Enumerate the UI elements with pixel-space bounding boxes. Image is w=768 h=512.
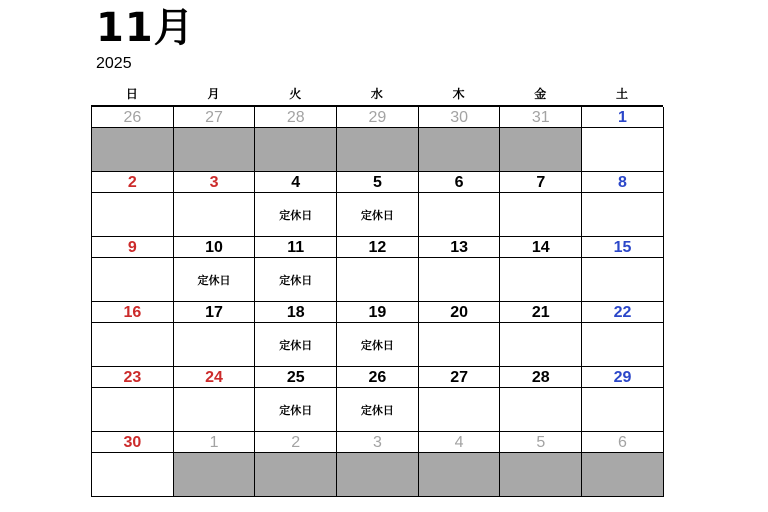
day-body <box>500 258 581 301</box>
day-cell[interactable] <box>419 367 501 432</box>
day-number: 31 <box>500 107 581 128</box>
day-body <box>174 388 255 431</box>
day-number: 30 <box>92 432 173 453</box>
shaded-day-area <box>174 453 255 496</box>
weekday-sat: 土 <box>615 87 628 101</box>
day-cell[interactable] <box>92 172 174 237</box>
day-cell[interactable] <box>582 367 664 432</box>
day-cell[interactable] <box>255 107 337 172</box>
day-number: 20 <box>419 302 500 323</box>
day-number: 6 <box>419 172 500 193</box>
day-number: 5 <box>337 172 418 193</box>
weekday-thu: 木 <box>452 87 465 101</box>
day-body <box>337 388 418 431</box>
day-cell[interactable] <box>419 107 501 172</box>
day-cell[interactable] <box>92 432 174 497</box>
closed-day-note: 定休日 <box>279 338 313 352</box>
day-body <box>92 193 173 236</box>
day-number: 14 <box>500 237 581 258</box>
day-body <box>582 193 663 236</box>
day-cell[interactable] <box>582 172 664 237</box>
closed-day-note: 定休日 <box>279 273 313 287</box>
day-number: 10 <box>174 237 255 258</box>
day-body <box>174 323 255 366</box>
day-number: 16 <box>92 302 173 323</box>
day-body <box>255 323 336 366</box>
day-cell[interactable] <box>174 432 256 497</box>
day-cell[interactable] <box>582 107 664 172</box>
weekday-mon: 月 <box>207 87 220 101</box>
day-number: 3 <box>174 172 255 193</box>
closed-day-note: 定休日 <box>360 338 394 352</box>
shaded-day-area <box>500 453 581 496</box>
shaded-day-area <box>419 128 500 171</box>
weekday-header <box>91 84 663 105</box>
day-number: 8 <box>582 172 663 193</box>
closed-day-note: 定休日 <box>197 273 231 287</box>
day-body <box>582 323 663 366</box>
day-cell[interactable] <box>419 172 501 237</box>
day-cell[interactable] <box>419 432 501 497</box>
day-number: 2 <box>92 172 173 193</box>
day-body <box>337 323 418 366</box>
day-body <box>419 258 500 301</box>
day-body <box>92 323 173 366</box>
day-cell[interactable] <box>582 432 664 497</box>
day-body <box>255 388 336 431</box>
shaded-day-area <box>255 128 336 171</box>
day-cell[interactable] <box>255 302 337 367</box>
day-cell[interactable] <box>337 172 419 237</box>
day-number: 17 <box>174 302 255 323</box>
day-number: 27 <box>419 367 500 388</box>
day-number: 2 <box>255 432 336 453</box>
day-number: 12 <box>337 237 418 258</box>
day-cell[interactable] <box>500 172 582 237</box>
day-number: 26 <box>337 367 418 388</box>
month-title: 11月 <box>96 5 195 51</box>
day-number: 26 <box>92 107 173 128</box>
shaded-day-area <box>337 128 418 171</box>
calendar-grid <box>91 105 663 497</box>
shaded-day-area <box>582 453 663 496</box>
day-cell[interactable] <box>255 367 337 432</box>
shaded-day-area <box>500 128 581 171</box>
day-number: 4 <box>255 172 336 193</box>
day-number: 13 <box>419 237 500 258</box>
shaded-day-area <box>337 453 418 496</box>
day-number: 29 <box>337 107 418 128</box>
day-body <box>419 193 500 236</box>
day-number: 1 <box>174 432 255 453</box>
day-number: 30 <box>419 107 500 128</box>
day-number: 21 <box>500 302 581 323</box>
day-cell[interactable] <box>337 432 419 497</box>
day-cell[interactable] <box>500 367 582 432</box>
day-cell[interactable] <box>582 302 664 367</box>
weekday-fri: 金 <box>534 87 547 101</box>
day-number: 19 <box>337 302 418 323</box>
day-body <box>255 258 336 301</box>
day-cell[interactable] <box>255 172 337 237</box>
shaded-day-area <box>174 128 255 171</box>
day-number: 9 <box>92 237 173 258</box>
day-body <box>337 193 418 236</box>
day-cell[interactable] <box>337 302 419 367</box>
day-number: 24 <box>174 367 255 388</box>
day-cell[interactable] <box>500 237 582 302</box>
day-cell[interactable] <box>92 367 174 432</box>
shaded-day-area <box>92 128 173 171</box>
day-cell[interactable] <box>500 432 582 497</box>
day-number: 15 <box>582 237 663 258</box>
day-body <box>419 388 500 431</box>
day-body <box>500 388 581 431</box>
day-cell[interactable] <box>419 237 501 302</box>
day-body <box>92 258 173 301</box>
day-number: 5 <box>500 432 581 453</box>
day-cell[interactable] <box>174 367 256 432</box>
day-number: 29 <box>582 367 663 388</box>
day-body <box>419 323 500 366</box>
day-body <box>500 323 581 366</box>
day-cell[interactable] <box>500 107 582 172</box>
day-cell[interactable] <box>337 367 419 432</box>
day-number: 27 <box>174 107 255 128</box>
day-number: 22 <box>582 302 663 323</box>
weekday-wed: 水 <box>370 87 383 101</box>
day-body <box>92 388 173 431</box>
closed-day-note: 定休日 <box>360 208 394 222</box>
day-number: 28 <box>500 367 581 388</box>
day-cell[interactable] <box>500 302 582 367</box>
day-number: 18 <box>255 302 336 323</box>
day-body <box>174 193 255 236</box>
closed-day-note: 定休日 <box>360 403 394 417</box>
day-cell[interactable] <box>174 172 256 237</box>
day-body <box>582 128 663 171</box>
day-body <box>582 258 663 301</box>
day-number: 7 <box>500 172 581 193</box>
day-cell[interactable] <box>92 237 174 302</box>
day-cell[interactable] <box>174 302 256 367</box>
day-cell[interactable] <box>337 237 419 302</box>
shaded-day-area <box>255 453 336 496</box>
closed-day-note: 定休日 <box>279 403 313 417</box>
shaded-day-area <box>419 453 500 496</box>
day-cell[interactable] <box>92 302 174 367</box>
day-number: 3 <box>337 432 418 453</box>
day-body <box>174 258 255 301</box>
day-cell[interactable] <box>174 107 256 172</box>
day-cell[interactable] <box>92 107 174 172</box>
day-number: 28 <box>255 107 336 128</box>
closed-day-note: 定休日 <box>279 208 313 222</box>
day-number: 4 <box>419 432 500 453</box>
day-number: 11 <box>255 237 336 258</box>
day-number: 25 <box>255 367 336 388</box>
day-number: 1 <box>582 107 663 128</box>
day-body <box>255 193 336 236</box>
day-body <box>500 193 581 236</box>
day-number: 23 <box>92 367 173 388</box>
day-cell[interactable] <box>174 237 256 302</box>
day-cell[interactable] <box>255 237 337 302</box>
day-cell[interactable] <box>582 237 664 302</box>
day-body <box>582 388 663 431</box>
weekday-tue: 火 <box>289 87 302 101</box>
day-cell[interactable] <box>337 107 419 172</box>
day-cell[interactable] <box>419 302 501 367</box>
day-body <box>92 453 173 496</box>
weekday-sun: 日 <box>125 87 138 101</box>
day-body <box>337 258 418 301</box>
year-label: 2025 <box>96 55 132 72</box>
day-cell[interactable] <box>255 432 337 497</box>
day-number: 6 <box>582 432 663 453</box>
calendar <box>91 84 663 497</box>
